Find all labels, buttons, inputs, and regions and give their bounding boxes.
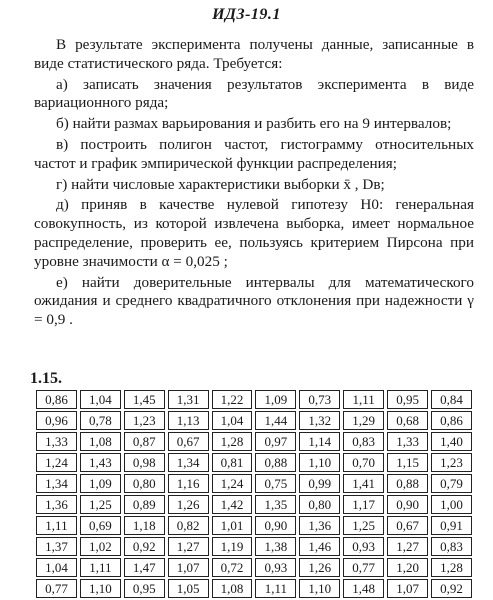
table-cell: 0,75 [255, 474, 296, 493]
table-cell: 0,90 [255, 516, 296, 535]
table-cell: 1,10 [299, 453, 340, 472]
table-cell: 1,47 [124, 558, 165, 577]
table-cell: 1,43 [80, 453, 121, 472]
table-cell: 1,31 [168, 390, 209, 409]
table-cell: 1,14 [299, 432, 340, 451]
table-cell: 1,45 [124, 390, 165, 409]
table-cell: 1,20 [387, 558, 428, 577]
document-title: ИДЗ-19.1 [212, 6, 281, 23]
table-cell: 1,27 [387, 537, 428, 556]
table-cell: 1,38 [255, 537, 296, 556]
table-cell: 1,18 [124, 516, 165, 535]
table-row [36, 558, 472, 577]
table-cell: 0,86 [36, 390, 77, 409]
table-cell: 1,04 [212, 411, 253, 430]
table-cell: 1,07 [168, 558, 209, 577]
table-cell: 1,01 [212, 516, 253, 535]
table-cell: 1,16 [168, 474, 209, 493]
table-cell: 1,11 [36, 516, 77, 535]
table-cell: 1,11 [343, 390, 384, 409]
task-a: а) записать значения результатов эксперимента в виде вариационного ряда; [34, 75, 474, 112]
table-row [36, 474, 472, 493]
table-cell: 0,84 [431, 390, 472, 409]
table-cell: 1,19 [212, 537, 253, 556]
variant-number: 1.15. [30, 370, 62, 387]
table-cell: 1,17 [343, 495, 384, 514]
table-row [36, 537, 472, 556]
task-e: д) приняв в качестве нулевой гипотезу H0: генеральная совокупность, из которой извлечена выборка, имеет нормальное распределение, проверить ее, пользуясь критерием Пирсона при уровне значимости α = 0,025 ; [34, 196, 474, 270]
table-cell: 1,22 [212, 390, 253, 409]
table-cell: 1,24 [212, 474, 253, 493]
table-cell: 0,95 [124, 579, 165, 598]
table-cell: 1,29 [343, 411, 384, 430]
table-row [36, 495, 472, 514]
table-cell: 1,40 [431, 432, 472, 451]
table-cell: 0,67 [387, 516, 428, 535]
table-cell: 0,67 [168, 432, 209, 451]
table-cell: 0,83 [431, 537, 472, 556]
table-cell: 0,86 [431, 411, 472, 430]
table-cell: 1,35 [255, 495, 296, 514]
table-cell: 1,46 [299, 537, 340, 556]
table-cell: 0,88 [255, 453, 296, 472]
table-cell: 0,82 [168, 516, 209, 535]
table-cell: 1,00 [431, 495, 472, 514]
table-cell: 1,25 [80, 495, 121, 514]
table-cell: 1,09 [80, 474, 121, 493]
table-cell: 1,41 [343, 474, 384, 493]
table-cell: 1,10 [80, 579, 121, 598]
table-cell: 1,27 [168, 537, 209, 556]
table-cell: 1,34 [36, 474, 77, 493]
table-cell: 1,15 [387, 453, 428, 472]
table-cell: 0,87 [124, 432, 165, 451]
table-cell: 0,99 [299, 474, 340, 493]
table-cell: 0,73 [299, 390, 340, 409]
table-cell: 0,93 [255, 558, 296, 577]
table-cell: 1,02 [80, 537, 121, 556]
table-cell: 1,05 [168, 579, 209, 598]
table-row [36, 432, 472, 451]
table-cell: 0,92 [124, 537, 165, 556]
table-row [36, 579, 472, 598]
table-cell: 0,97 [255, 432, 296, 451]
table-cell: 0,72 [212, 558, 253, 577]
table-cell: 1,33 [387, 432, 428, 451]
table-cell: 0,98 [124, 453, 165, 472]
table-cell: 0,80 [124, 474, 165, 493]
table-cell: 1,26 [168, 495, 209, 514]
table-cell: 1,23 [431, 453, 472, 472]
table-cell: 0,89 [124, 495, 165, 514]
table-cell: 0,88 [387, 474, 428, 493]
table-cell: 0,68 [387, 411, 428, 430]
table-cell: 1,42 [212, 495, 253, 514]
table-cell: 0,91 [431, 516, 472, 535]
table-cell: 1,11 [255, 579, 296, 598]
table-cell: 1,36 [299, 516, 340, 535]
table-cell: 1,08 [212, 579, 253, 598]
table-row [36, 390, 472, 409]
table-cell: 1,37 [36, 537, 77, 556]
table-cell: 1,28 [431, 558, 472, 577]
table-cell: 1,11 [80, 558, 121, 577]
table-cell: 1,24 [36, 453, 77, 472]
task-c: в) построить полигон частот, гистограмму относительных частот и график эмпирической функции распределения; [34, 135, 474, 172]
table-cell: 1,44 [255, 411, 296, 430]
table-cell: 0,80 [299, 495, 340, 514]
data-table-body [36, 390, 472, 598]
table-cell: 0,69 [80, 516, 121, 535]
table-row [36, 453, 472, 472]
table-cell: 0,77 [343, 558, 384, 577]
table-cell: 1,34 [168, 453, 209, 472]
table-cell: 0,93 [343, 537, 384, 556]
table-row [36, 516, 472, 535]
table-cell: 1,36 [36, 495, 77, 514]
table-row [36, 411, 472, 430]
table-cell: 1,48 [343, 579, 384, 598]
table-cell: 0,77 [36, 579, 77, 598]
table-cell: 1,04 [80, 390, 121, 409]
table-cell: 0,79 [431, 474, 472, 493]
table-cell: 0,90 [387, 495, 428, 514]
table-cell: 1,08 [80, 432, 121, 451]
table-cell: 1,25 [343, 516, 384, 535]
table-cell: 0,78 [80, 411, 121, 430]
table-cell: 0,81 [212, 453, 253, 472]
table-cell: 1,09 [255, 390, 296, 409]
table-cell: 1,04 [36, 558, 77, 577]
table-cell: 1,28 [212, 432, 253, 451]
table-cell: 1,26 [299, 558, 340, 577]
table-cell: 1,32 [299, 411, 340, 430]
table-cell: 1,23 [124, 411, 165, 430]
task-b: б) найти размах варьирования и разбить его на 9 интервалов; [56, 115, 452, 133]
table-cell: 0,70 [343, 453, 384, 472]
table-cell: 1,10 [299, 579, 340, 598]
table-cell: 1,13 [168, 411, 209, 430]
table-cell: 0,96 [36, 411, 77, 430]
task-f: е) найти доверительные интервалы для математического ожидания и среднего квадратичного отклонения при надежности γ = 0,9 . [34, 273, 474, 329]
table-cell: 0,83 [343, 432, 384, 451]
table-cell: 0,92 [431, 579, 472, 598]
table-cell: 1,33 [36, 432, 77, 451]
intro-paragraph: В результате эксперимента получены данные, записанные в виде статистического ряда. Требуется: [34, 36, 474, 72]
task-d: г) найти числовые характеристики выборки x̄ , Dв; [56, 175, 385, 193]
problem-statement [34, 36, 474, 332]
data-table [33, 388, 475, 600]
table-cell: 0,95 [387, 390, 428, 409]
table-cell: 1,07 [387, 579, 428, 598]
